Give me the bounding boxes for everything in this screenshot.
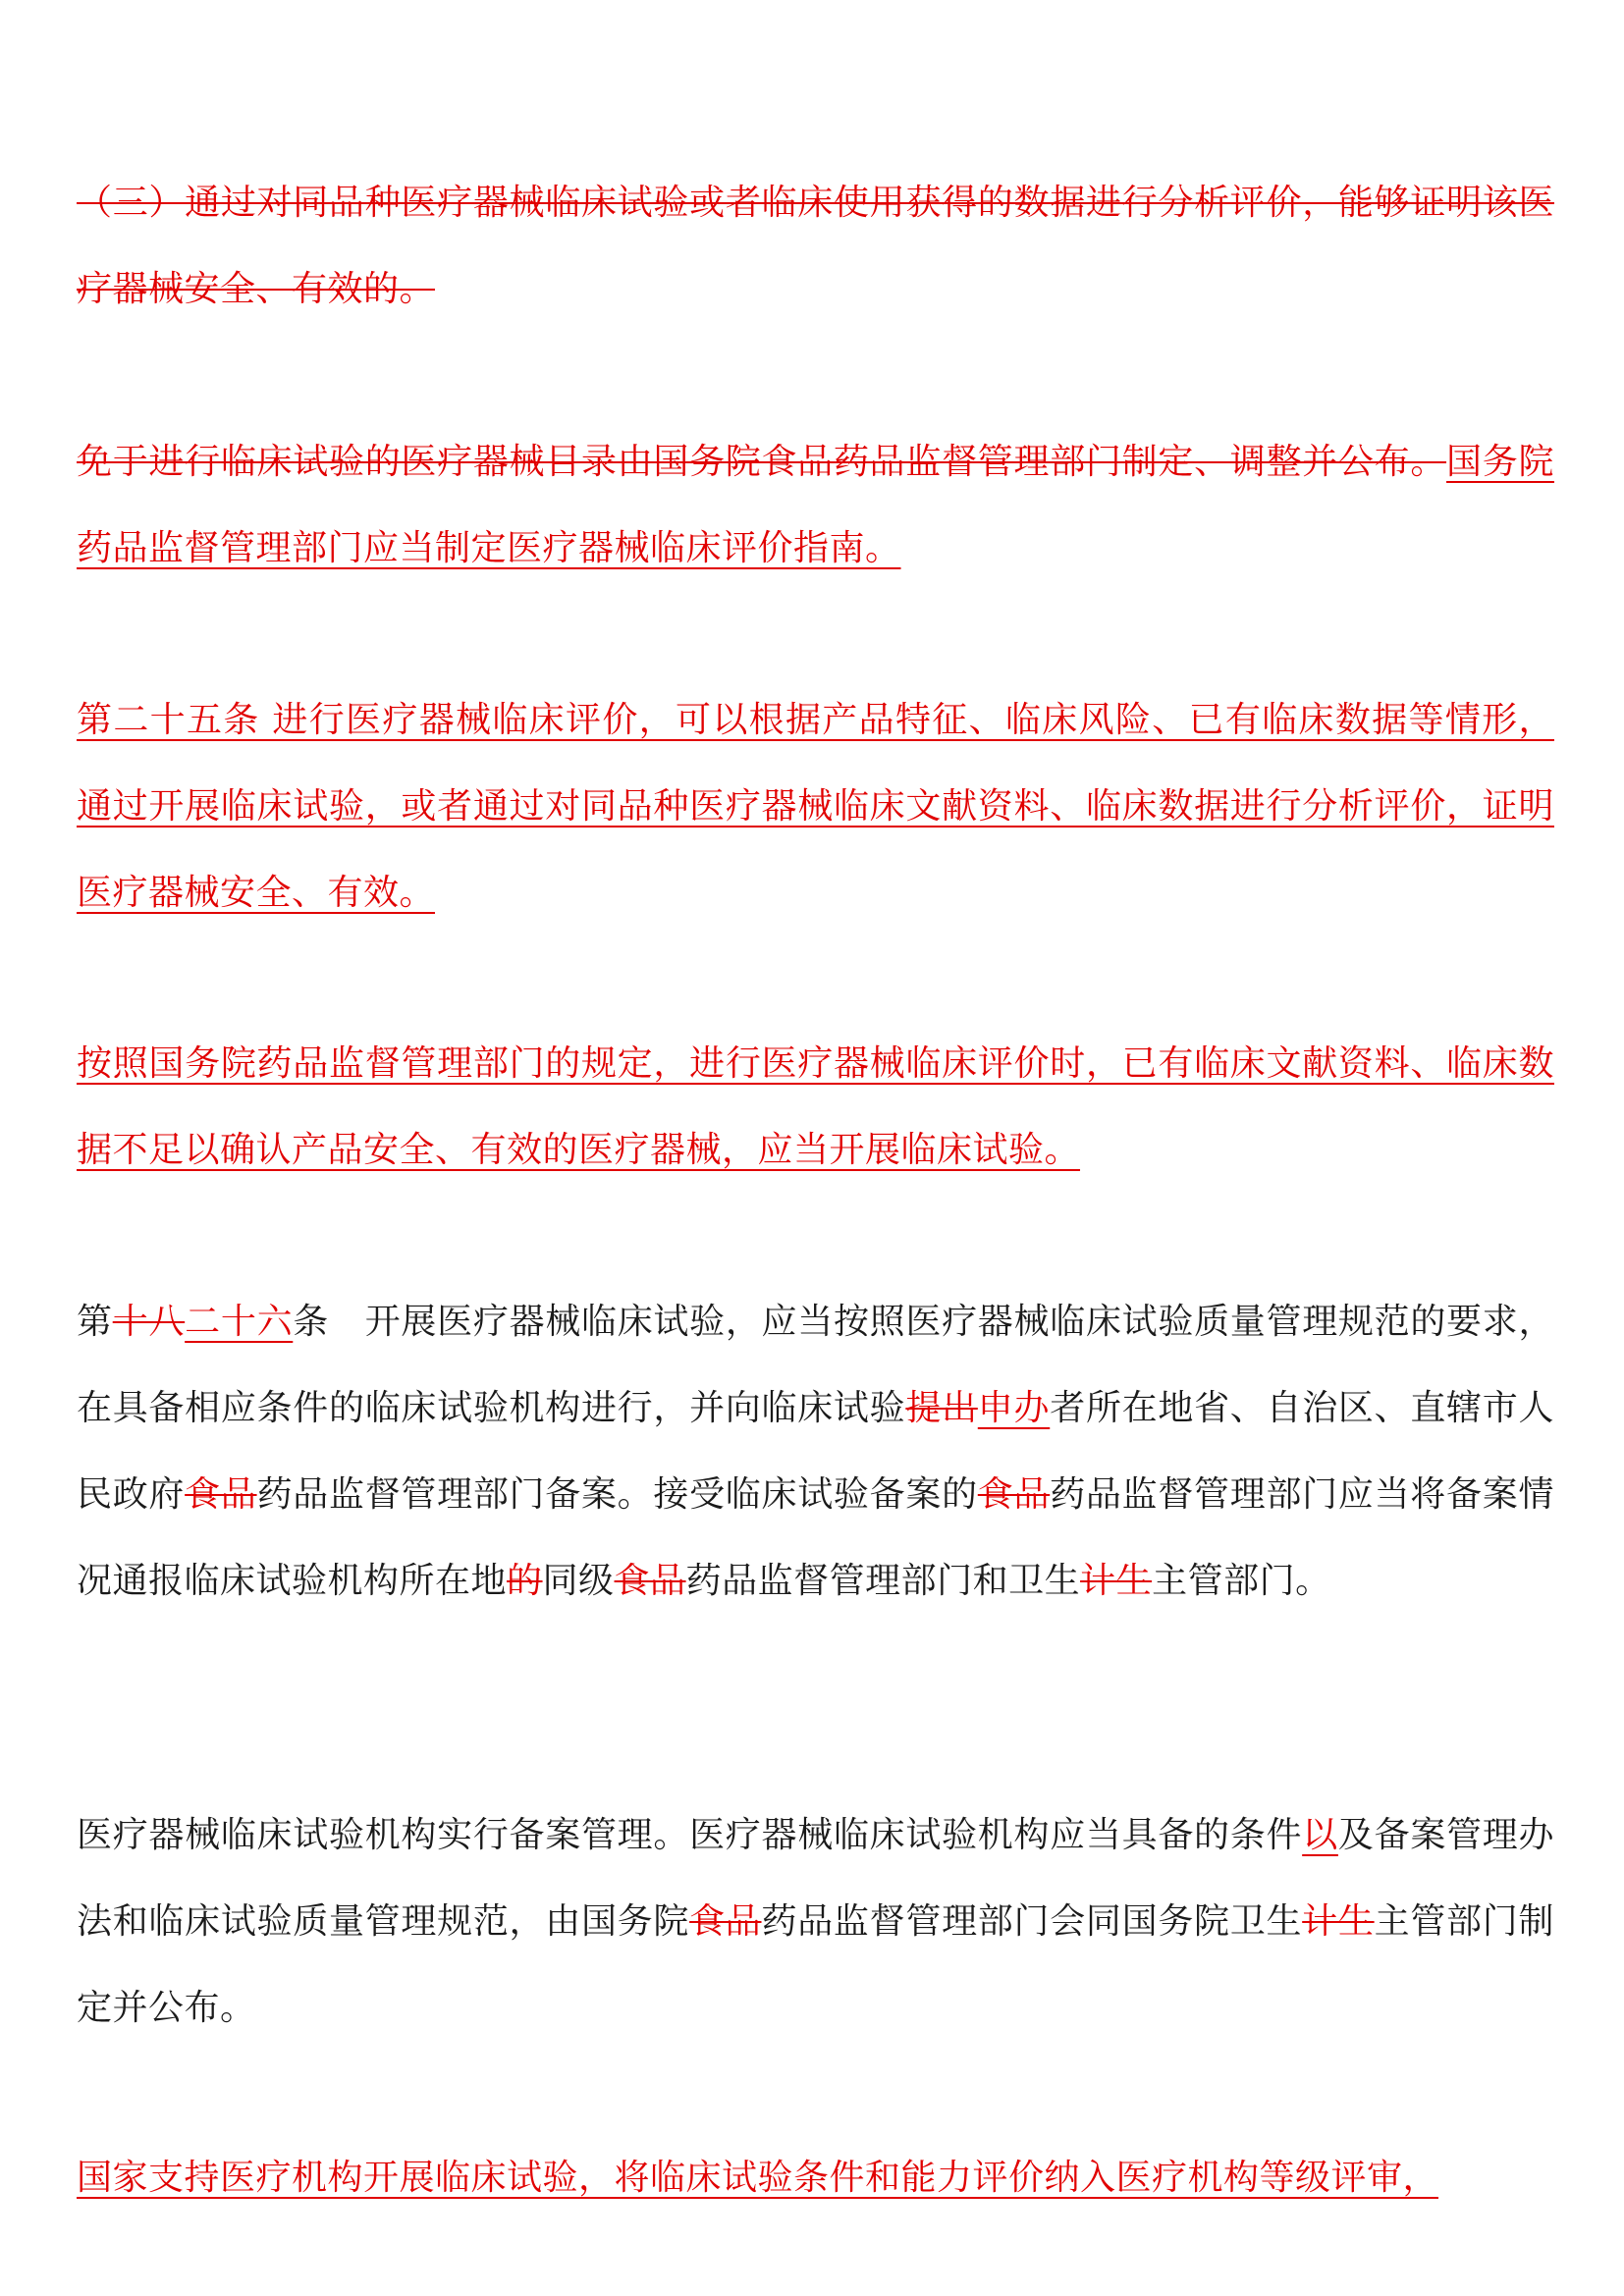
- inserted-text: 第二十五条 进行医疗器械临床评价，可以根据产品特征、临床风险、已有临床数据等情形，通过开展临床试验，或者通过对同品种医疗器械临床文献资料、临床数据进行分析评价，证明医疗器械安全、有效。: [77, 700, 1554, 913]
- document-page: [77, 0, 1554, 2296]
- plain-text: 及备案管理办法和临床试验质量管理规范，由国务院: [77, 1815, 1554, 1942]
- plain-text: 主管部门。: [1152, 1561, 1331, 1601]
- deleted-text: 食品: [689, 1901, 762, 1942]
- deleted-text: 计生: [1302, 1901, 1375, 1942]
- deleted-text: 食品: [185, 1474, 257, 1515]
- paragraph-article-25: [77, 677, 1554, 936]
- deleted-text: 计生: [1080, 1561, 1153, 1601]
- deleted-text: 免于进行临床试验的医疗器械目录由国务院食品药品监督管理部门制定、调整并公布。: [77, 442, 1447, 482]
- deleted-text: 食品: [977, 1474, 1051, 1515]
- paragraph-trial-institution-filing: [77, 1792, 1554, 2052]
- plain-text: 医疗器械临床试验机构实行备案管理。医疗器械临床试验机构应当具备的条件: [77, 1815, 1303, 1855]
- inserted-text: 二十六: [185, 1302, 294, 1342]
- plain-text: 同级: [542, 1561, 615, 1601]
- plain-text: 药品监督管理部门应当将备案情况通报临床试验机构所在地: [77, 1474, 1554, 1601]
- plain-text: 主管部门制定并公布。: [77, 1901, 1554, 2028]
- inserted-text: 申办: [977, 1388, 1051, 1428]
- deleted-text: 食品: [614, 1561, 686, 1601]
- deleted-text: 十八: [112, 1302, 186, 1342]
- paragraph-exemption-catalog: [77, 419, 1554, 592]
- paragraph-state-support: [77, 2135, 1554, 2221]
- paragraph-article-26: [77, 1279, 1554, 1625]
- deleted-text: 的: [507, 1561, 543, 1601]
- plain-text: 条 开展医疗器械临床试验，应当按照医疗器械临床试验质量管理规范的要求，在具备相应条件的临床试验机构进行，并向临床试验: [77, 1302, 1554, 1428]
- paragraph-deleted-clause-3: [77, 160, 1554, 333]
- inserted-text: 国务院药品监督管理部门应当制定医疗器械临床评价指南。: [77, 442, 1554, 568]
- plain-text: 药品监督管理部门会同国务院卫生: [761, 1901, 1303, 1942]
- plain-text: 第: [77, 1302, 113, 1342]
- paragraph-clinical-trial-requirement: [77, 1021, 1554, 1194]
- deleted-text: 提出: [905, 1388, 978, 1428]
- inserted-text: 按照国务院药品监督管理部门的规定，进行医疗器械临床评价时，已有临床文献资料、临床数据不足以确认产品安全、有效的医疗器械，应当开展临床试验。: [77, 1043, 1554, 1170]
- plain-text: 药品监督管理部门备案。接受临床试验备案的: [256, 1474, 978, 1515]
- plain-text: 药品监督管理部门和卫生: [685, 1561, 1081, 1601]
- inserted-text: 国家支持医疗机构开展临床试验，将临床试验条件和能力评价纳入医疗机构等级评审，: [77, 2158, 1439, 2198]
- deleted-text: （三）通过对同品种医疗器械临床试验或者临床使用获得的数据进行分析评价，能够证明该医疗器械安全、有效的。: [77, 183, 1554, 309]
- plain-text: 者所在地省、自治区、直辖市人民政府: [77, 1388, 1554, 1515]
- inserted-text: 以: [1302, 1815, 1338, 1855]
